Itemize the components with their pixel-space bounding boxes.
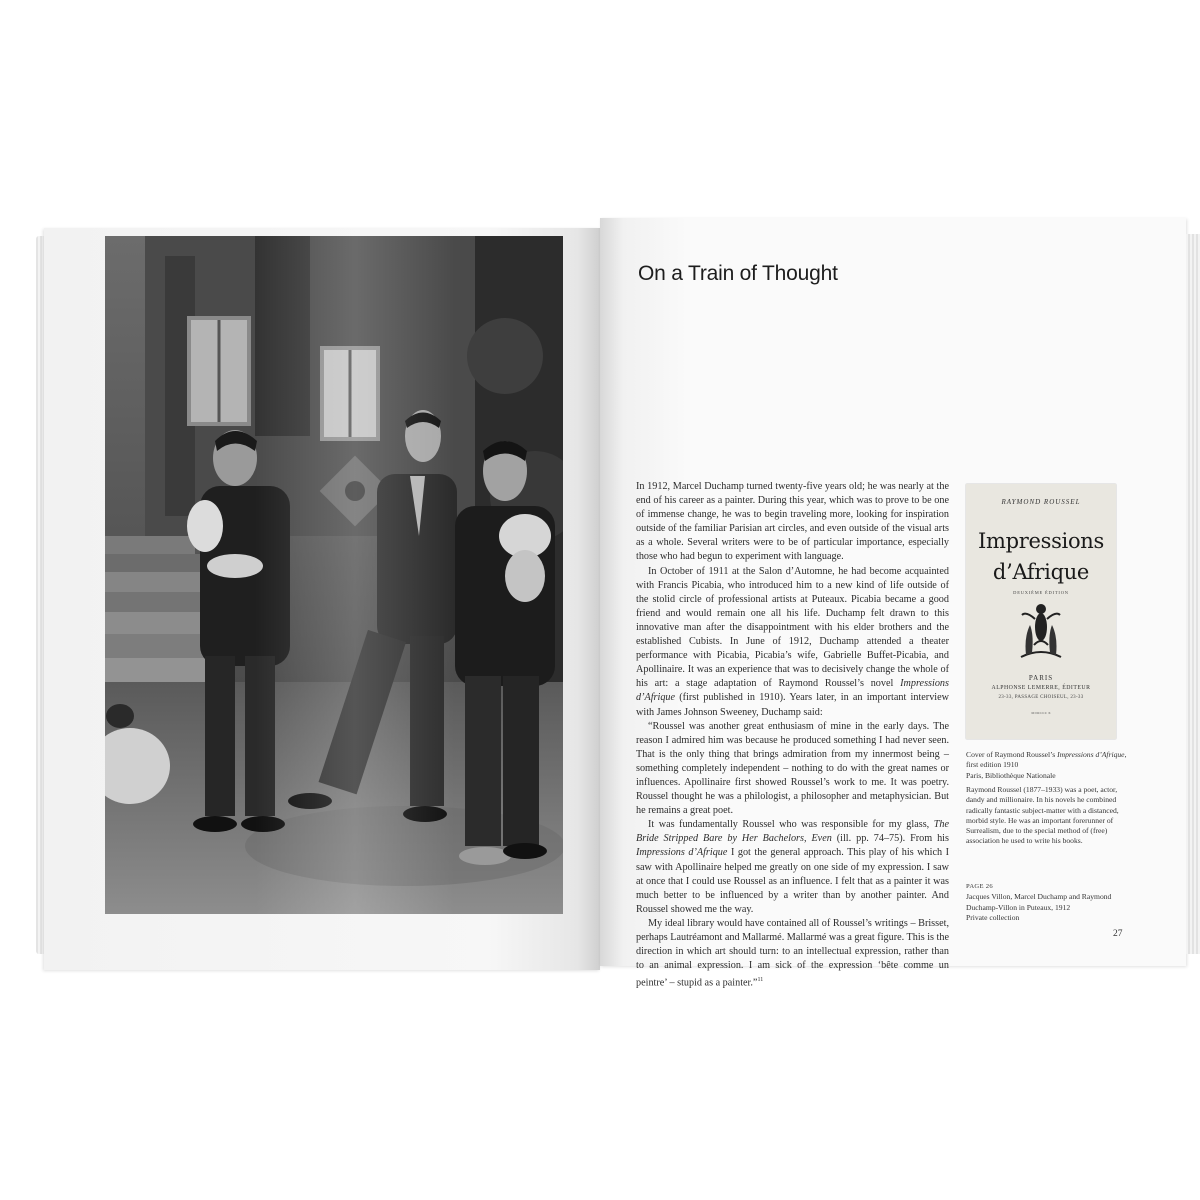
paragraph-4-text-c: I got the general approach. This play of his which I saw with Apollinaire helped me greatly on one side of my expression. I saw at once that I could use Roussel as an influence. I felt that as a painter it was much better to be influenced by a writer than by another painter. And Roussel showed me the way. — [636, 847, 949, 915]
cover-publisher: ALPHONSE LEMERRE, ÉDITEUR — [991, 685, 1091, 691]
cover-caption-location: Paris, Bibliothèque Nationale — [966, 770, 1056, 780]
paragraph-4-italic-1: The Bride Stripped Bare by Her Bachelors, Even — [636, 819, 949, 845]
paragraph-5-text: My ideal library would have contained all of Roussel’s writings – Brisset, perhaps Lautréamont and Mallarmé. Mallarmé was a great figure. This is the direction in which art should turn: to an intellectual expression, rather than to an animal expression. I am sick of the expression ‘bête comme un peintre’ – stupid as a painter.” — [636, 917, 949, 989]
paragraph-2-text-a: In October of 1911 at the Salon d’Automne, he had become acquainted with Francis Picabia, who introduced him to a new kind of life outside of the stolid circle of professional artists at Puteaux. Picabia became a good friend and would remain one all his life. Duchamp felt drawn to this innovative man after the disappointment with his elder brothers and the established Cubists. In June of 1912, Duchamp attended a theater performance with Picabia, Picabia’s wife, Gabrielle Buffet-Picabia, and Apollinaire. It was an experience that was to decisively change the whole of his art: a stage adaptation of Raymond Roussel’s novel — [636, 565, 949, 690]
paragraph-4-text-b: (ill. pp. 74–75). From his — [831, 833, 949, 845]
paragraph-4-italic-2: Impressions d’Afrique — [636, 847, 728, 859]
paragraph-5 — [636, 917, 949, 991]
cover-city: PARIS — [1028, 674, 1054, 682]
paragraph-2-text-b: (first published in 1910). Years later, in an important interview with James Johnson Sweeney, Duchamp said: — [636, 692, 949, 718]
photo-caption-collection: Private collection — [966, 912, 1020, 922]
photo-caption — [966, 881, 1136, 923]
cover-author: RAYMOND ROUSSEL — [1001, 498, 1081, 506]
footnote-reference: 11 — [757, 977, 764, 984]
historical-photograph — [105, 236, 563, 914]
photo-caption-description: Jacques Villon, Marcel Duchamp and Raymond Duchamp-Villon in Puteaux, 1912 — [966, 892, 1112, 912]
cover-caption-italic: Impressions d’Afrique — [1057, 750, 1125, 759]
cover-caption-post: , first edition 1910 — [966, 750, 1127, 770]
paragraph-4 — [636, 818, 949, 917]
right-page-edges — [1186, 234, 1200, 954]
book-cover-image — [966, 484, 1116, 739]
paragraph-2 — [636, 565, 949, 720]
cover-edition: DEUXIÈME ÉDITION — [1013, 590, 1069, 595]
cover-title-line-2: d’Afrique — [992, 560, 1090, 584]
photo-caption-page-label: PAGE 26 — [966, 883, 993, 890]
cover-caption — [966, 750, 1136, 781]
quote-paragraph: “Roussel was another great enthusiasm of mine in the early days. The reason I admired him was because he produced something I had never seen. That is the only thing that brings admiration from my innermost being – something completely independent – nothing to do with the great names or influences. Apollinaire first showed Roussel’s work to me. It was poetry. Roussel thought he was a philologist, a philosopher and metaphysician. But he remains a great poet. — [636, 720, 949, 817]
cover-vignette-icon — [1016, 597, 1066, 661]
cover-date-mark: M DCCCC X — [1031, 711, 1051, 715]
cover-caption-pre: Cover of Raymond Roussel’s — [966, 750, 1058, 759]
paragraph-4-text-a: It was fundamentally Roussel who was responsible for my glass, — [648, 819, 934, 831]
paragraph-1: In 1912, Marcel Duchamp turned twenty-five years old; he was nearly at the end of his career as a painter. During this year, which was to prove to be one of immense change, he was to begin traveling more, looking for inspiration outside of the familiar Parisian art circles, and even outside of the visual arts as a whole. Several writers were to be of particular importance, especially those who had begun to experiment with language. — [636, 481, 949, 563]
page-number: 27 — [1113, 929, 1123, 939]
cover-title-line-1: Impressions — [977, 529, 1105, 553]
paragraph-2-italic: Impressions d’Afrique — [636, 678, 949, 704]
page-title: On a Train of Thought — [638, 262, 838, 285]
body-text — [636, 480, 949, 991]
roussel-biography-caption: Raymond Roussel (1877–1933) was a poet, actor, dandy and millionaire. In his novels he combined radically fantastic subject-matter with a distanced, morbid style. He was an important forerunner of Surrealism, due to the special method of (free) association he used to write his books. — [966, 785, 1119, 846]
cover-address: 23-33, PASSAGE CHOISEUL, 23-33 — [998, 695, 1084, 700]
